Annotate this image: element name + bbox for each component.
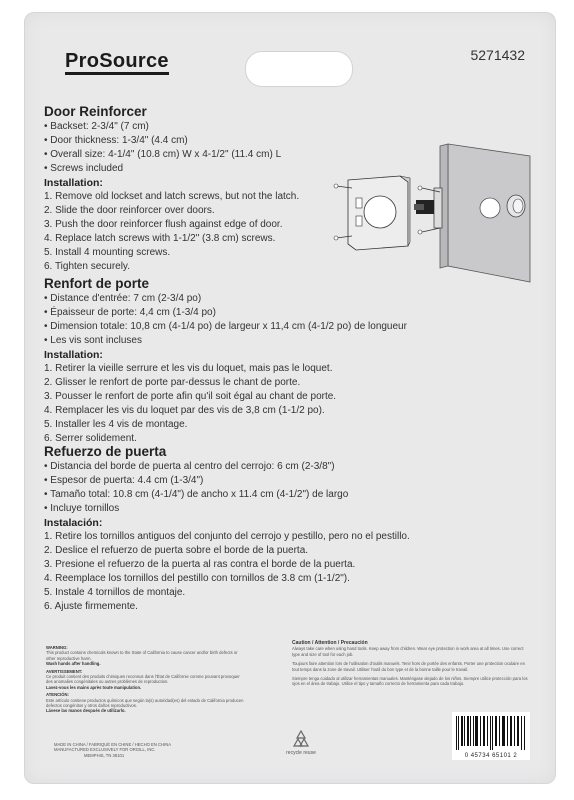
step-item: 3. Pousser le renfort de porte afin qu'il soit égal au chant de porte. — [44, 391, 337, 402]
warning-text: This product contains chemicals known to the State of California to cause cancer and/or birth defects or other reproductive harm. — [46, 650, 238, 661]
spec-item: • Backset: 2-3/4" (7 cm) — [44, 120, 494, 134]
step-item: 3. Presione el refuerzo de la puerta al ras contra el borde de la puerta. — [44, 559, 356, 570]
spec-item: • Overall size: 4-1/4" (10.8 cm) W x 4-1/2" (11.4 cm) L — [44, 148, 494, 162]
step-item: 1. Retirer la vieille serrure et les vis du loquet, mais pas le loquet. — [44, 363, 333, 374]
avert-bold: Lavez-vous les mains après toute manipulation. — [46, 684, 142, 690]
spec-item: • Distancia del borde de puerta al centro del cerrojo: 6 cm (2-3/8") — [44, 460, 494, 474]
made-in-line: MEMPHIS, TN 38101 — [84, 752, 125, 758]
sku-number: 5271432 — [470, 47, 525, 63]
recycle-label: recycle reuse — [286, 750, 316, 756]
warning-bold: Wash hands after handling. — [46, 661, 101, 667]
step-item: 4. Reemplace los tornillos del pestillo con tornillos de 3.8 cm (1-1/2"). — [44, 573, 350, 584]
french-specs — [44, 292, 494, 348]
recycle-icon — [291, 730, 311, 748]
step-item: 2. Deslice el refuerzo de puerta sobre el borde de la puerta. — [44, 545, 309, 556]
caution-fr: Toujours faire attention lors de l'utilisation d'outils manuels. Tenir hors de portée des enfants. Porter une protection oculaire en tout temps dans la zone de travail. Utiliser l'outil du bon type et de la bonne taille pour le travail. — [292, 661, 525, 672]
avert-text: Ce produit contient des produits chimiques reconnus dans l'État de Californie comme pouvant provoquer des anomalies congénitales ou autres problèmes de reproduction. — [46, 674, 240, 685]
barcode-digits: 0 45734 65101 2 — [464, 753, 518, 759]
door-reinforcer-illustration — [330, 136, 540, 286]
recycle-mark — [284, 730, 318, 756]
atencion-bold: Lávese las manos después de utilizarlo. — [46, 708, 126, 714]
made-in-block — [54, 742, 224, 758]
spec-item: • Tamaño total: 10.8 cm (4-1/4") de ancho x 11.4 cm (4-1/2") de largo — [44, 488, 494, 502]
step-item: 4. Remplacer les vis du loquet par des vis de 3,8 cm (1-1/2 po). — [44, 405, 325, 416]
warning-title: WARNING: — [46, 645, 68, 650]
caution-es: Siempre tenga cuidado al utilizar herramientas manuales. Manténgase alejado de los niños. Siempre utilice protección para los ojos en el área de trabajo. Utilice el tipo y tamaño correcto de herramienta para cada trabajo. — [292, 676, 528, 687]
hang-hole — [245, 51, 353, 87]
english-title: Door Reinforcer — [44, 104, 147, 119]
step-item: 6. Tighten securely. — [44, 261, 130, 272]
french-section — [44, 275, 494, 446]
step-item: 1. Remove old lockset and latch screws, but not the latch. — [44, 191, 300, 202]
step-item: 5. Installer les 4 vis de montage. — [44, 419, 188, 430]
made-in-line: MADE IN CHINA / FABRIQUÉ EN CHINE / HECHO EN CHINA — [54, 742, 172, 747]
spec-item: • Épaisseur de porte: 4,4 cm (1-3/4 po) — [44, 306, 494, 320]
barcode — [452, 712, 530, 760]
caution-en: Always take care when using hand tools. Keep away from children. Wear eye protection in work area at all times. Use correct type and size of tool for each job. — [292, 646, 524, 657]
spec-item: • Distance d'entrée: 7 cm (2-3/4 po) — [44, 292, 494, 306]
spanish-specs — [44, 460, 494, 516]
spanish-title: Refuerzo de puerta — [44, 444, 167, 459]
spec-item: • Espesor de puerta: 4.4 cm (1-3/4") — [44, 474, 494, 488]
french-steps — [44, 362, 494, 446]
french-title: Renfort de porte — [44, 276, 150, 291]
spec-item: • Incluye tornillos — [44, 502, 494, 516]
step-item: 3. Push the door reinforcer flush against edge of door. — [44, 219, 283, 230]
spanish-section — [44, 443, 494, 614]
caution-title: Caution / Attention / Precaución — [292, 640, 368, 646]
made-in-line: MANUFACTURED EXCLUSIVELY FOR ORGILL, INC. — [54, 747, 156, 753]
step-item: 2. Glisser le renfort de porte par-dessus le chant de porte. — [44, 377, 301, 388]
step-item: 4. Replace latch screws with 1-1/2" (3.8 cm) screws. — [44, 233, 276, 244]
french-install-heading: Installation: — [44, 349, 103, 361]
step-item: 6. Ajuste firmemente. — [44, 601, 138, 612]
warnings-block — [46, 645, 246, 714]
spanish-steps — [44, 530, 494, 614]
avert-title: AVERTISSEMENT: — [46, 668, 83, 674]
step-item: 5. Install 4 mounting screws. — [44, 247, 171, 258]
step-item: 1. Retire los tornillos antiguos del conjunto del cerrojo y pestillo, pero no el pestillo. — [44, 531, 410, 542]
spec-item: • Screws included — [44, 162, 494, 176]
brand-logo: ProSource — [65, 51, 169, 75]
spanish-install-heading: Instalación: — [44, 517, 103, 529]
caution-block — [292, 641, 532, 687]
step-item: 5. Instale 4 tornillos de montaje. — [44, 587, 186, 598]
spec-item: • Door thickness: 1-3/4" (4.4 cm) — [44, 134, 494, 148]
barcode-bars — [456, 716, 526, 750]
step-item: 6. Serrer solidement. — [44, 433, 137, 444]
spec-item: • Dimension totale: 10,8 cm (4-1/4 po) de largeur x 11,4 cm (4-1/2 po) de longueur — [44, 320, 494, 334]
atencion-title: ATENCIÓN: — [46, 692, 69, 698]
english-install-heading: Installation: — [44, 177, 103, 189]
spec-item: • Les vis sont incluses — [44, 334, 494, 348]
step-item: 2. Slide the door reinforcer over doors. — [44, 205, 215, 216]
atencion-text: Este artículo contiene productos químicos que según la(s) autoridad(es) del estado de California producen defectos congénitos y otros daños reproductivos. — [46, 697, 244, 709]
